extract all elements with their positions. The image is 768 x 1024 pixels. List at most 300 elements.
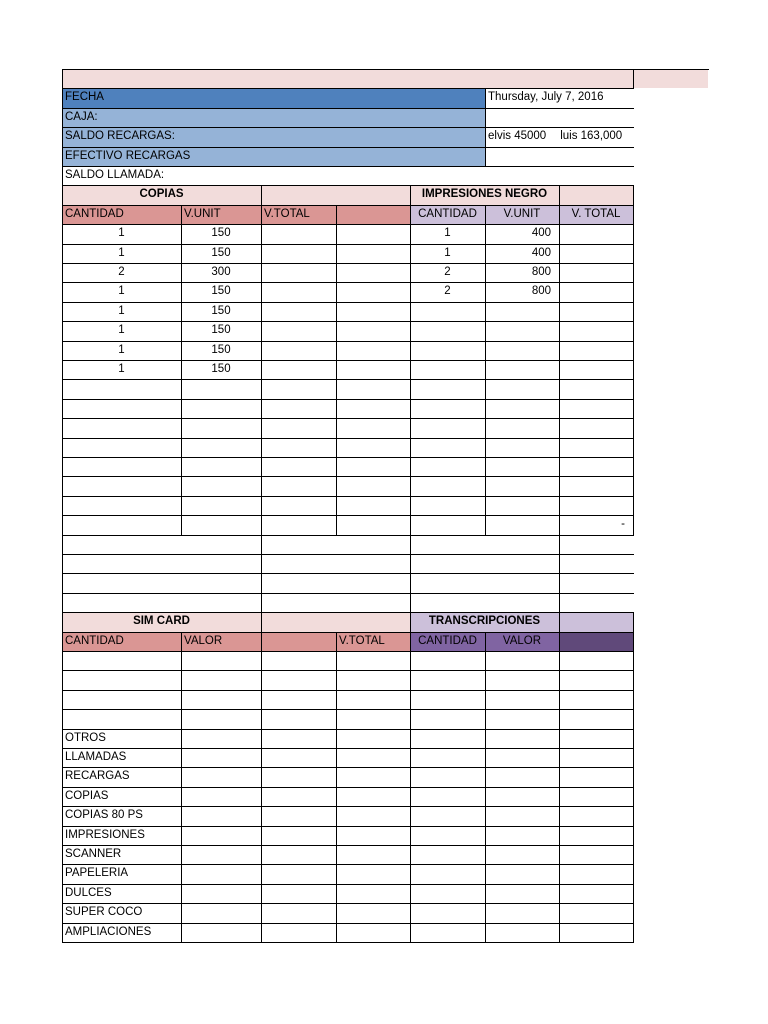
- grid-line: [62, 224, 634, 225]
- cell[interactable]: [336, 651, 410, 670]
- copias-cantidad[interactable]: [62, 515, 181, 534]
- cell[interactable]: [485, 709, 559, 728]
- impresiones-vtotal[interactable]: [559, 496, 633, 515]
- cell[interactable]: [181, 709, 261, 728]
- cell[interactable]: [485, 864, 559, 883]
- cell[interactable]: [559, 729, 633, 748]
- grid-line: [62, 864, 634, 865]
- cell[interactable]: [559, 806, 633, 825]
- grid-line: [62, 612, 262, 613]
- grid-line: [633, 612, 634, 943]
- copias-vtotal[interactable]: [261, 399, 336, 418]
- copias-vunit[interactable]: 150: [211, 304, 231, 317]
- grid-line: [62, 787, 634, 788]
- copias-vtotal[interactable]: [261, 496, 336, 515]
- cell[interactable]: [181, 806, 261, 825]
- impresiones-cantidad[interactable]: 1: [444, 227, 451, 240]
- copias-cantidad[interactable]: 1: [118, 343, 125, 356]
- cell[interactable]: [485, 651, 559, 670]
- copias-blank[interactable]: [336, 515, 410, 534]
- impresiones-vunit[interactable]: [485, 438, 559, 457]
- grid-line: [62, 476, 634, 477]
- impresiones-vtotal[interactable]: -: [621, 518, 625, 531]
- cell[interactable]: [181, 690, 261, 709]
- efectivo-recargas-value[interactable]: [485, 147, 633, 166]
- copias-vtotal[interactable]: [261, 321, 336, 340]
- cell[interactable]: [559, 709, 633, 728]
- cell[interactable]: [336, 864, 410, 883]
- cell[interactable]: [261, 651, 336, 670]
- copias-title[interactable]: COPIAS: [62, 185, 261, 204]
- impresiones-title[interactable]: IMPRESIONES NEGRO: [410, 185, 559, 204]
- title-band[interactable]: [62, 69, 633, 88]
- copias-cantidad[interactable]: [62, 399, 181, 418]
- impresiones-vtotal[interactable]: [559, 360, 633, 379]
- cell[interactable]: [181, 826, 261, 845]
- cell[interactable]: [261, 787, 336, 806]
- grid-line: [62, 147, 634, 148]
- grid-line: [62, 341, 634, 342]
- impresiones-vtotal[interactable]: [559, 302, 633, 321]
- cell[interactable]: [485, 826, 559, 845]
- cell[interactable]: [261, 903, 336, 922]
- cell[interactable]: [261, 709, 336, 728]
- impresiones-vtotal[interactable]: [559, 379, 633, 398]
- copias-vunit[interactable]: [181, 399, 261, 418]
- copias-vtotal[interactable]: [261, 379, 336, 398]
- cell[interactable]: [410, 864, 485, 883]
- impresiones-vunit[interactable]: [485, 399, 559, 418]
- impresiones-cantidad[interactable]: [410, 379, 485, 398]
- copias-col-vunit[interactable]: V.UNIT: [181, 205, 261, 224]
- cell[interactable]: [559, 767, 633, 786]
- copias-blank[interactable]: [336, 438, 410, 457]
- fecha-label[interactable]: FECHA: [62, 88, 485, 107]
- otros-item-label[interactable]: OTROS: [65, 731, 106, 744]
- copias-vunit[interactable]: 150: [211, 343, 231, 356]
- cell[interactable]: [485, 806, 559, 825]
- grid-line: [336, 632, 337, 943]
- cell[interactable]: [181, 670, 261, 689]
- blank-header[interactable]: [559, 185, 633, 204]
- copias-blank[interactable]: [336, 321, 410, 340]
- copias-blank[interactable]: [336, 302, 410, 321]
- cell[interactable]: [261, 884, 336, 903]
- blank-header[interactable]: [261, 185, 410, 204]
- impresiones-vunit[interactable]: [485, 496, 559, 515]
- otros-item-label[interactable]: AMPLIACIONES: [65, 925, 152, 938]
- copias-vunit[interactable]: 150: [211, 363, 231, 375]
- copias-blank[interactable]: [336, 341, 410, 360]
- saldo-recargas-luis: luis 163,000: [560, 130, 623, 143]
- grid-line: [62, 282, 634, 283]
- copias-vtotal[interactable]: [261, 515, 336, 534]
- impresiones-col-vunit[interactable]: V.UNIT: [485, 205, 559, 224]
- otros-item-label[interactable]: SUPER COCO: [65, 906, 143, 919]
- cell[interactable]: [410, 729, 485, 748]
- cell[interactable]: [181, 651, 261, 670]
- copias-cantidad[interactable]: 1: [118, 227, 125, 240]
- copias-cantidad[interactable]: 1: [118, 304, 125, 317]
- cell[interactable]: [410, 845, 485, 864]
- impresiones-cantidad[interactable]: [410, 302, 485, 321]
- copias-vunit[interactable]: 300: [211, 266, 231, 278]
- grid-line: [181, 205, 182, 535]
- cell[interactable]: [261, 729, 336, 748]
- simcard-cantidad[interactable]: [62, 690, 181, 709]
- impresiones-vtotal[interactable]: [559, 457, 633, 476]
- impresiones-vunit[interactable]: [485, 321, 559, 340]
- grid-line: [62, 69, 634, 70]
- cell[interactable]: [181, 884, 261, 903]
- impresiones-cantidad[interactable]: [410, 496, 485, 515]
- grid-line: [62, 535, 634, 536]
- impresiones-vtotal[interactable]: [559, 438, 633, 457]
- copias-blank[interactable]: [336, 418, 410, 437]
- cell[interactable]: [261, 806, 336, 825]
- copias-vunit[interactable]: 150: [211, 324, 231, 337]
- impresiones-vtotal[interactable]: [559, 341, 633, 360]
- cell[interactable]: [261, 864, 336, 883]
- impresiones-cantidad[interactable]: [410, 515, 485, 534]
- impresiones-cantidad[interactable]: [410, 438, 485, 457]
- cell[interactable]: [410, 884, 485, 903]
- copias-vtotal[interactable]: [261, 360, 336, 379]
- copias-cantidad[interactable]: 1: [118, 285, 125, 298]
- cell[interactable]: [559, 864, 633, 883]
- cell[interactable]: [485, 923, 559, 942]
- cell[interactable]: [336, 923, 410, 942]
- otros-item-label[interactable]: LLAMADAS: [65, 751, 127, 763]
- copias-cantidad[interactable]: 1: [118, 324, 125, 337]
- title-band-extension: [633, 69, 708, 88]
- copias-col-blank[interactable]: [336, 205, 410, 224]
- copias-cantidad[interactable]: [62, 418, 181, 437]
- impresiones-vunit[interactable]: 400: [531, 227, 551, 240]
- grid-line: [62, 826, 634, 827]
- simcard-cantidad[interactable]: [62, 651, 181, 670]
- otros-item-label[interactable]: COPIAS 80 PS: [65, 809, 143, 822]
- cell[interactable]: [336, 670, 410, 689]
- cell[interactable]: [336, 787, 410, 806]
- cell[interactable]: [410, 903, 485, 922]
- cell[interactable]: [336, 709, 410, 728]
- cell[interactable]: [485, 767, 559, 786]
- copias-cantidad[interactable]: 1: [118, 246, 125, 259]
- grid-line: [181, 632, 182, 943]
- cell[interactable]: [261, 845, 336, 864]
- copias-vunit[interactable]: 150: [211, 246, 231, 259]
- copias-vunit[interactable]: 150: [211, 285, 231, 298]
- caja-value[interactable]: [485, 108, 633, 127]
- copias-col-vtotal[interactable]: V.TOTAL: [261, 205, 336, 224]
- grid-line: [261, 612, 634, 613]
- cell[interactable]: [410, 651, 485, 670]
- cell[interactable]: [336, 826, 410, 845]
- cell[interactable]: [181, 903, 261, 922]
- cell[interactable]: [485, 787, 559, 806]
- impresiones-vunit[interactable]: [485, 341, 559, 360]
- cell[interactable]: [336, 903, 410, 922]
- copias-blank[interactable]: [336, 263, 410, 282]
- copias-cantidad[interactable]: [62, 496, 181, 515]
- cell[interactable]: [485, 670, 559, 689]
- cell[interactable]: [261, 748, 336, 767]
- copias-cantidad[interactable]: [62, 476, 181, 495]
- impresiones-vunit[interactable]: 800: [531, 266, 551, 278]
- cell[interactable]: [485, 748, 559, 767]
- impresiones-cantidad[interactable]: [410, 418, 485, 437]
- grid-line: [62, 748, 634, 749]
- cell[interactable]: [410, 748, 485, 767]
- cell[interactable]: [181, 729, 261, 748]
- cell[interactable]: [485, 690, 559, 709]
- copias-vtotal[interactable]: [261, 418, 336, 437]
- copias-vtotal[interactable]: [261, 476, 336, 495]
- grid-line: [62, 166, 634, 167]
- copias-blank[interactable]: [336, 360, 410, 379]
- grid-line: [410, 185, 411, 943]
- cell[interactable]: [410, 923, 485, 942]
- cell[interactable]: [410, 806, 485, 825]
- copias-vtotal[interactable]: [261, 263, 336, 282]
- cell[interactable]: [181, 787, 261, 806]
- otros-item-label[interactable]: RECARGAS: [65, 770, 130, 783]
- otros-item-label[interactable]: COPIAS: [65, 789, 109, 802]
- efectivo-recargas-label[interactable]: EFECTIVO RECARGAS: [62, 147, 485, 166]
- saldo-recargas-elvis: elvis 45000: [488, 130, 547, 143]
- grid-line: [261, 612, 262, 651]
- copias-vunit[interactable]: 150: [211, 227, 231, 240]
- copias-blank[interactable]: [336, 224, 410, 243]
- copias-vtotal[interactable]: [261, 457, 336, 476]
- copias-blank[interactable]: [336, 476, 410, 495]
- copias-vtotal[interactable]: [261, 244, 336, 263]
- grid-line: [559, 205, 560, 535]
- cell[interactable]: [485, 884, 559, 903]
- impresiones-vtotal[interactable]: [559, 321, 633, 340]
- grid-line: [62, 806, 634, 807]
- copias-cantidad[interactable]: [62, 379, 181, 398]
- impresiones-vunit[interactable]: [485, 457, 559, 476]
- grid-line: [485, 632, 486, 943]
- cell[interactable]: [559, 826, 633, 845]
- cell[interactable]: [559, 748, 633, 767]
- copias-vtotal[interactable]: [261, 302, 336, 321]
- fecha-value[interactable]: Thursday, July 7, 2016: [488, 91, 604, 104]
- cell[interactable]: [410, 709, 485, 728]
- otros-item-label[interactable]: PAPELERIA: [65, 867, 129, 880]
- impresiones-vtotal[interactable]: [559, 282, 633, 301]
- impresiones-vunit[interactable]: [485, 515, 559, 534]
- copias-vunit[interactable]: [181, 438, 261, 457]
- copias-vunit[interactable]: [181, 457, 261, 476]
- cell[interactable]: [410, 787, 485, 806]
- grid-line: [261, 573, 634, 574]
- impresiones-vtotal[interactable]: [559, 224, 633, 243]
- grid-line: [62, 438, 634, 439]
- simcard-col-valor[interactable]: VALOR: [181, 632, 261, 651]
- copias-blank[interactable]: [336, 379, 410, 398]
- impresiones-vunit[interactable]: [485, 418, 559, 437]
- impresiones-cantidad[interactable]: 1: [444, 246, 451, 259]
- cell[interactable]: [559, 690, 633, 709]
- cell[interactable]: [336, 690, 410, 709]
- cell[interactable]: [559, 923, 633, 942]
- impresiones-col-vtotal[interactable]: V. TOTAL: [559, 205, 633, 224]
- grid-line: [62, 418, 634, 419]
- otros-item-label[interactable]: SCANNER: [65, 848, 122, 860]
- cell[interactable]: [559, 787, 633, 806]
- copias-cantidad[interactable]: [62, 457, 181, 476]
- grid-line: [62, 651, 634, 652]
- impresiones-vtotal[interactable]: [559, 244, 633, 263]
- grid-line: [62, 399, 634, 400]
- cell[interactable]: [181, 864, 261, 883]
- otros-item-label[interactable]: IMPRESIONES: [65, 828, 145, 841]
- cell[interactable]: [559, 903, 633, 922]
- otros-item-label[interactable]: DULCES: [65, 886, 112, 899]
- simcard-cantidad[interactable]: [62, 670, 181, 689]
- cell[interactable]: [181, 845, 261, 864]
- cell[interactable]: [559, 845, 633, 864]
- cell[interactable]: [410, 670, 485, 689]
- simcard-col-vtotal[interactable]: V.TOTAL: [336, 632, 410, 651]
- cell[interactable]: [410, 767, 485, 786]
- impresiones-vunit[interactable]: [485, 360, 559, 379]
- grid-line: [62, 496, 634, 497]
- copias-vunit[interactable]: [181, 496, 261, 515]
- copias-vunit[interactable]: [181, 515, 261, 534]
- grid-line: [62, 360, 634, 361]
- impresiones-vunit[interactable]: 400: [531, 246, 551, 259]
- cell[interactable]: [559, 670, 633, 689]
- transcripciones-title[interactable]: TRANSCRIPCIONES: [410, 612, 559, 631]
- copias-cantidad[interactable]: 2: [118, 266, 125, 278]
- cell[interactable]: [261, 670, 336, 689]
- transcripciones-col-blank[interactable]: [559, 632, 633, 651]
- transcripciones-col-cantidad[interactable]: CANTIDAD: [410, 632, 485, 651]
- copias-blank[interactable]: [336, 282, 410, 301]
- grid-line: [261, 593, 634, 594]
- cell[interactable]: [261, 690, 336, 709]
- grid-line: [62, 515, 634, 516]
- transcripciones-col-valor[interactable]: VALOR: [485, 632, 559, 651]
- grid-line: [62, 244, 634, 245]
- cell[interactable]: [181, 767, 261, 786]
- grid-line: [62, 108, 634, 109]
- copias-vunit[interactable]: [181, 476, 261, 495]
- copias-col-cantidad[interactable]: CANTIDAD: [62, 205, 181, 224]
- caja-label[interactable]: CAJA:: [62, 108, 485, 127]
- cell[interactable]: [336, 845, 410, 864]
- copias-cantidad[interactable]: 1: [118, 363, 125, 375]
- cell[interactable]: [336, 729, 410, 748]
- grid-line: [62, 632, 634, 633]
- impresiones-vtotal[interactable]: [559, 418, 633, 437]
- cell[interactable]: [181, 748, 261, 767]
- impresiones-cantidad[interactable]: [410, 457, 485, 476]
- blank-header[interactable]: [559, 612, 633, 631]
- grid-line: [62, 185, 634, 186]
- cell[interactable]: [559, 884, 633, 903]
- cell[interactable]: [261, 767, 336, 786]
- saldo-llamada-label[interactable]: SALDO LLAMADA:: [65, 169, 165, 181]
- cell[interactable]: [336, 748, 410, 767]
- simcard-title[interactable]: SIM CARD: [62, 612, 261, 631]
- copias-vtotal[interactable]: [261, 438, 336, 457]
- simcard-cantidad[interactable]: [62, 709, 181, 728]
- impresiones-vtotal[interactable]: [559, 399, 633, 418]
- impresiones-cantidad[interactable]: 2: [444, 266, 451, 278]
- copias-vtotal[interactable]: [261, 341, 336, 360]
- impresiones-cantidad[interactable]: [410, 399, 485, 418]
- copias-vunit[interactable]: [181, 379, 261, 398]
- grid-line: [62, 69, 63, 943]
- impresiones-vtotal[interactable]: [559, 263, 633, 282]
- simcard-col-blank[interactable]: [261, 632, 336, 651]
- copias-blank[interactable]: [336, 399, 410, 418]
- grid-line: [62, 127, 634, 128]
- grid-line: [62, 942, 634, 943]
- impresiones-cantidad[interactable]: [410, 360, 485, 379]
- cell[interactable]: [485, 729, 559, 748]
- impresiones-vtotal[interactable]: [559, 476, 633, 495]
- grid-line: [62, 729, 634, 730]
- impresiones-vunit[interactable]: [485, 302, 559, 321]
- impresiones-cantidad[interactable]: [410, 476, 485, 495]
- cell[interactable]: [181, 923, 261, 942]
- copias-cantidad[interactable]: [62, 438, 181, 457]
- cell[interactable]: [485, 845, 559, 864]
- cell[interactable]: [336, 806, 410, 825]
- impresiones-col-cantidad[interactable]: CANTIDAD: [410, 205, 485, 224]
- impresiones-cantidad[interactable]: [410, 341, 485, 360]
- grid-line: [62, 709, 634, 710]
- impresiones-vunit[interactable]: [485, 476, 559, 495]
- cell[interactable]: [336, 767, 410, 786]
- cell[interactable]: [410, 826, 485, 845]
- saldo-recargas-value[interactable]: [485, 127, 633, 146]
- copias-vunit[interactable]: [181, 418, 261, 437]
- copias-blank[interactable]: [336, 496, 410, 515]
- copias-blank[interactable]: [336, 244, 410, 263]
- saldo-recargas-label[interactable]: SALDO RECARGAS:: [62, 127, 485, 146]
- impresiones-vunit[interactable]: [485, 379, 559, 398]
- cell[interactable]: [261, 826, 336, 845]
- copias-vtotal[interactable]: [261, 282, 336, 301]
- cell[interactable]: [410, 690, 485, 709]
- grid-line: [62, 845, 634, 846]
- copias-blank[interactable]: [336, 457, 410, 476]
- blank-header[interactable]: [261, 612, 410, 631]
- grid-line: [62, 690, 634, 691]
- grid-line: [559, 632, 560, 943]
- cell[interactable]: [485, 903, 559, 922]
- grid-line: [62, 767, 634, 768]
- cell[interactable]: [261, 923, 336, 942]
- impresiones-cantidad[interactable]: 2: [444, 285, 451, 298]
- copias-vtotal[interactable]: [261, 224, 336, 243]
- impresiones-cantidad[interactable]: [410, 321, 485, 340]
- grid-line: [62, 457, 634, 458]
- grid-line: [261, 205, 262, 943]
- grid-line: [62, 88, 634, 89]
- impresiones-vunit[interactable]: 800: [531, 285, 551, 298]
- cell[interactable]: [336, 884, 410, 903]
- simcard-col-cantidad[interactable]: CANTIDAD: [62, 632, 181, 651]
- cell[interactable]: [559, 651, 633, 670]
